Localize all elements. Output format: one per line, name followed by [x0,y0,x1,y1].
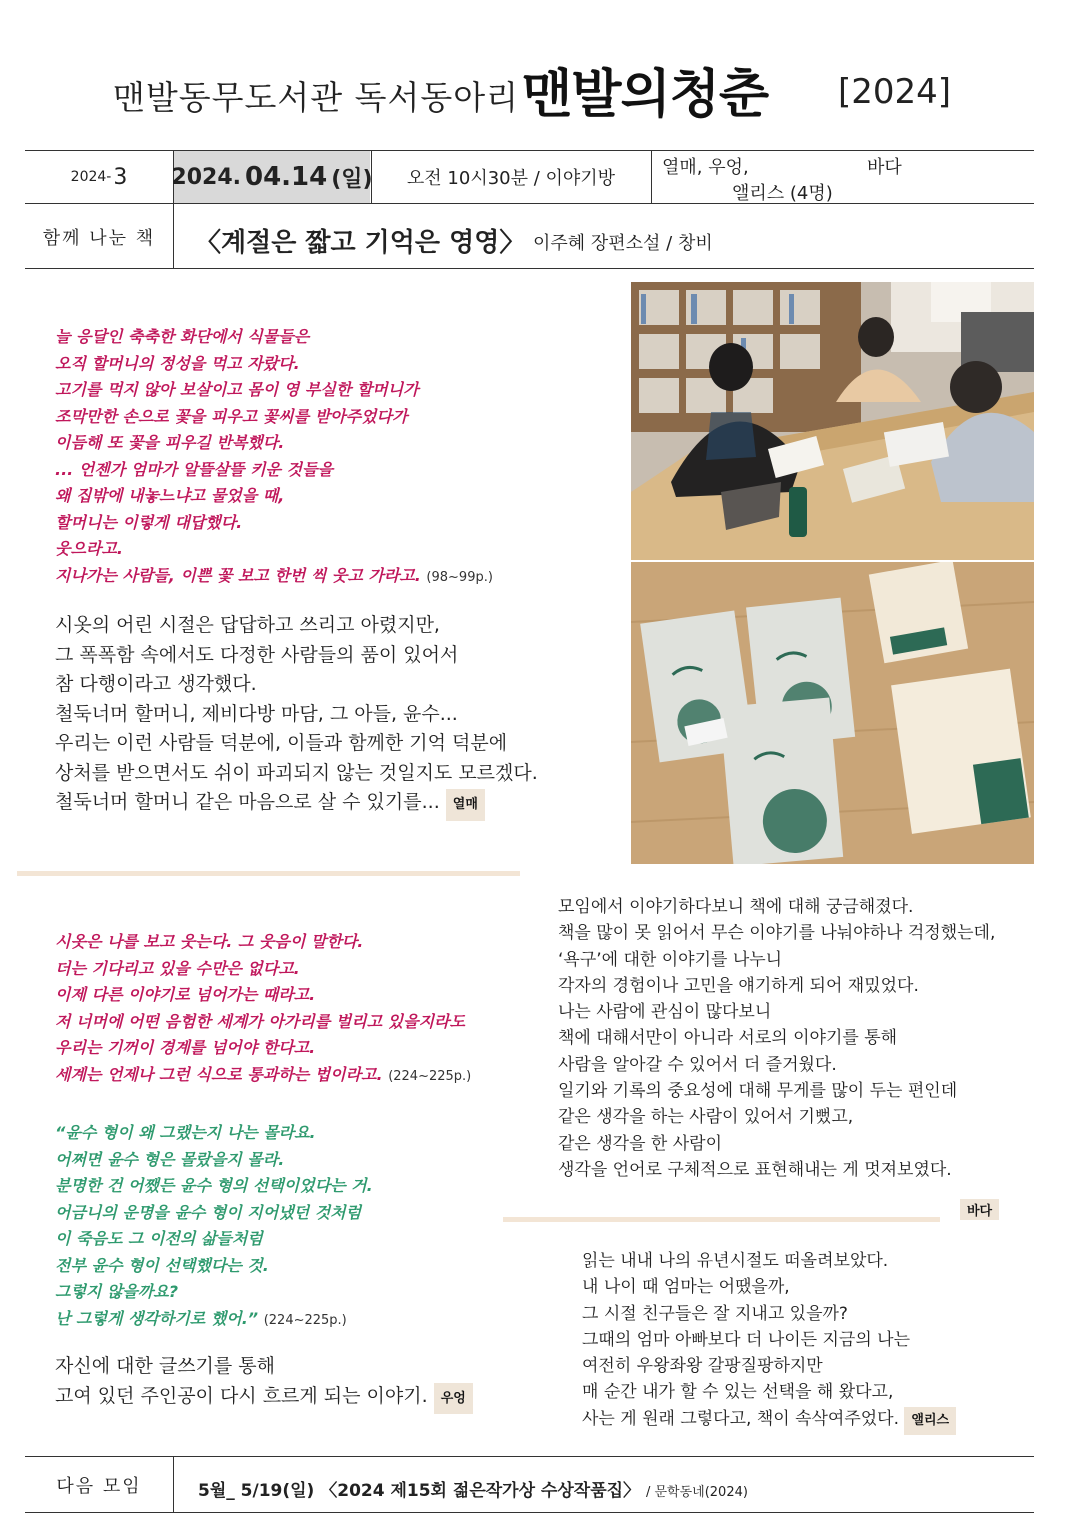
club-title: 맨발동무도서관 독서동아리 [113,78,520,117]
quote-2 [55,929,471,1090]
author-tag: 앨리스 [904,1407,956,1435]
author-tag: 우엉 [434,1383,473,1415]
review-line: 생각을 언어로 구체적으로 표현해내는 게 멋져보였다. [558,1159,952,1180]
quote-line: 오직 할머니의 정성을 먹고 자랐다. [55,353,300,373]
books-photo [631,562,1034,864]
review-line: 그 시절 친구들은 잘 지내고 있을까? [582,1303,848,1324]
review-line: 읽는 내내 나의 유년시절도 떠올려보았다. [582,1251,889,1271]
review-line: 우리는 이런 사람들 덕분에, 이들과 함께한 기억 덕분에 [55,732,508,754]
review-line: 그때의 엄마 아빠보다 더 나이든 지금의 나는 [582,1329,911,1350]
date-year: 2024. [171,164,241,190]
quote-line: 분명한 건 어쨌든 윤수 형의 선택이었다는 거. [55,1176,373,1195]
review-line: 모임에서 이야기하다보니 책에 대해 궁금해졌다. [558,897,914,917]
quote-line: 이제 다른 이야기로 넘어가는 때라고. [55,985,316,1004]
review-line: 같은 생각을 한 사람이 [558,1133,723,1154]
quote-line: 늘 응달인 축축한 화단에서 식물들은 [55,327,310,346]
author-tag: 바다 [960,1199,999,1220]
review-1 [55,611,538,821]
page-ref: (224~225p.) [263,1312,347,1328]
section-divider [17,871,520,876]
session-number [25,152,173,202]
date-day: (일) [331,166,373,192]
quote-line: 고기를 먹지 않아 보살이고 몸이 영 부실한 할머니가 [55,380,419,399]
quote-line: 왜 집밖에 내놓느냐고 물었을 때, [55,486,285,505]
book-title: 〈계절은 짧고 기억은 영영〉 [195,228,526,258]
title-year: [2024] [838,72,952,112]
meeting-photo [631,282,1034,560]
quote-line: 지나가는 사람들, 이쁜 꽃 보고 한번 씩 웃고 가라고. [55,565,421,585]
next-meeting-info [198,1476,748,1501]
quote-line: 저 너머에 어떤 음험한 세계가 아가리를 벌리고 있을지라도 [55,1011,465,1031]
quote-line: 시옷은 나를 보고 웃는다. 그 웃음이 말한다. [55,932,364,951]
review-line: 일기와 기록의 중요성에 대해 무게를 많이 두는 편인데 [558,1081,958,1102]
quote-line: 웃으라고. [55,539,123,558]
members-line1b: 바다 [867,157,902,178]
quote-line: 이듬해 또 꽃을 피우길 반복했다. [55,433,285,452]
quote-line: 이 죽음도 그 이전의 삶들처럼 [55,1229,263,1248]
review-line: ‘욕구’에 대한 이야기를 나누니 [558,949,783,970]
session-no: 3 [113,164,128,190]
review-line: 매 순간 내가 할 수 있는 선택을 해 왔다고, [582,1382,894,1403]
review-line: 각자의 경험이나 고민을 얘기하게 되어 재밌었다. [558,975,919,996]
review-line: 사람을 알아갈 수 있어서 더 즐거웠다. [558,1054,837,1075]
table-mid-line [25,203,1034,204]
quote-line: 어금니의 운명을 윤수 형이 지어냈던 것처럼 [55,1202,362,1222]
next-meeting-label: 다음 모임 [56,1476,142,1497]
table-bottom-line [25,268,1034,269]
quote-line: 그렇지 않을까요? [55,1282,179,1301]
quote-line: 조막만한 손으로 꽃을 피우고 꽃씨를 받아주었다가 [55,406,408,426]
quote-line: 난 그렇게 생각하기로 했어.” [55,1308,259,1328]
members-line2: 앨리스 (4명) [732,183,833,204]
review-line: 내 나이 때 엄마는 어땠을까, [582,1277,790,1298]
review-line: 그 폭폭함 속에서도 다정한 사람들의 품이 있어서 [55,643,459,666]
footer-divider [173,1456,174,1512]
review-3 [558,894,995,1183]
review-line: 자신에 대한 글쓰기를 통해 [55,1355,276,1377]
next-meeting-publisher: / 문학동네(2024) [645,1485,748,1500]
review-line: 여전히 우왕좌왕 갈팡질팡하지만 [582,1356,823,1377]
next-meeting-text: 5월_ 5/19(일) 〈2024 제15회 젊은작가상 수상작품집〉 [198,1481,641,1501]
books-photo-illustration [631,562,1034,864]
session-prefix: 2024- [70,169,112,185]
page-ref: (98~99p.) [426,569,493,585]
section-divider [503,1217,940,1222]
review-line: 참 다행이라고 생각했다. [55,673,257,695]
review-line: 책을 많이 못 읽어서 무슨 이야기를 나눠야하나 걱정했는데, [558,923,996,944]
book-label: 함께 나눈 책 [42,228,156,249]
quote-line: 전부 윤수 형이 선택했다는 것. [55,1255,269,1275]
table-divider [651,150,652,203]
review-line: 책에 대해서만이 아니라 서로의 이야기를 통해 [558,1028,898,1049]
time-place: 오전 10시30분 / 이야기방 [406,168,616,189]
page-ref: (224~225p.) [388,1068,472,1084]
review-line: 같은 생각을 하는 사람이 있어서 기뻤고, [558,1107,854,1128]
footer-bottom-line [25,1512,1034,1513]
quote-line: 어쩌면 윤수 형은 몰랐을지 몰라. [55,1149,285,1169]
review-line: 사는 게 원래 그렇다고, 책이 속삭여주었다. [582,1408,900,1429]
club-name: 맨발의청춘 [522,65,769,125]
quote-line: 더는 기다리고 있을 수만은 없다고. [55,958,300,978]
meeting-date [171,151,373,203]
quote-line: 우리는 기꺼이 경계를 넘어야 한다고. [55,1038,316,1057]
quote-3 [55,1120,373,1334]
book-author: 이주혜 장편소설 / 창비 [533,233,713,254]
quote-line: “윤수 형이 왜 그랬는지 나는 몰라요. [55,1123,316,1142]
quote-1 [55,324,493,591]
members-line1: 열매, 우엉, [662,157,749,178]
quote-line: 할머니는 이렇게 대답했다. [55,512,243,532]
quote-line: 세계는 언제나 그런 식으로 통과하는 법이라고. [55,1064,383,1084]
date-main: 04.14 [244,162,328,192]
review-line: 고여 있던 주인공이 다시 흐르게 되는 이야기. [55,1384,428,1407]
meeting-photo-illustration [631,282,1034,560]
author-tag: 열매 [446,789,485,821]
review-4 [582,1248,956,1435]
review-line: 나는 사람에 관심이 많다보니 [558,1002,772,1023]
review-line: 철둑너머 할머니, 제비다방 마담, 그 아들, 윤수... [55,702,458,725]
review-line: 철둑너머 할머니 같은 마음으로 살 수 있기를... [55,791,440,813]
review-2 [55,1352,473,1414]
footer-top-line [25,1456,1034,1457]
review-line: 상처를 받으면서도 쉬이 파괴되지 않는 것일지도 모르겠다. [55,761,538,784]
review-line: 시옷의 어린 시절은 답답하고 쓰리고 아렸지만, [55,614,440,636]
quote-line: ... 언젠가 엄마가 알뜰살뜰 키운 것들을 [55,459,333,479]
